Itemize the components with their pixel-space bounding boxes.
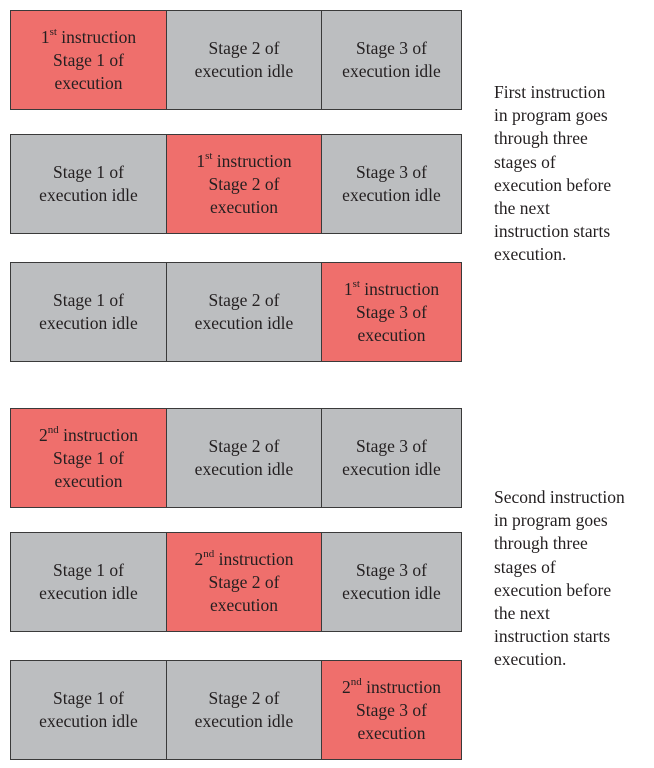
execution-label: execution bbox=[209, 594, 279, 615]
execution-label: execution bbox=[54, 470, 123, 491]
pipeline-row-1 bbox=[10, 10, 462, 110]
stage-label: Stage 2 of bbox=[208, 173, 280, 194]
stage-label: Stage 1 of bbox=[53, 162, 124, 182]
group-1-caption bbox=[494, 81, 654, 267]
stage-label: Stage 3 of bbox=[356, 38, 427, 58]
stage-label: Stage 1 of bbox=[53, 688, 124, 708]
idle-label: execution idle bbox=[194, 711, 294, 731]
caption-line: Second instruction bbox=[494, 487, 625, 507]
stage-label: Stage 3 of bbox=[356, 301, 427, 322]
idle-label: execution idle bbox=[39, 185, 138, 205]
stage-cell-active bbox=[11, 11, 166, 109]
stage-cell-idle bbox=[11, 533, 166, 631]
idle-label: execution idle bbox=[39, 711, 138, 731]
caption-line: execution before bbox=[494, 579, 612, 600]
stage-label: Stage 3 of bbox=[356, 162, 427, 182]
caption-line: through three bbox=[494, 128, 588, 149]
caption-line: the next bbox=[494, 603, 550, 624]
stage-label: Stage 2 of bbox=[208, 38, 280, 58]
pipeline-row-4 bbox=[10, 408, 462, 508]
stage-cell-idle bbox=[321, 135, 461, 233]
stage-label: Stage 1 of bbox=[53, 290, 124, 310]
stage-cell-active bbox=[11, 409, 166, 507]
stage-label: Stage 2 of bbox=[208, 688, 280, 708]
pipeline-row-3 bbox=[10, 262, 462, 362]
stage-cell-idle bbox=[166, 11, 321, 109]
stage-label: Stage 3 of bbox=[356, 436, 427, 456]
stage-cell-idle bbox=[11, 263, 166, 361]
pipeline-row-5 bbox=[10, 532, 462, 632]
caption-line: through three bbox=[494, 533, 588, 554]
execution-label: execution bbox=[357, 722, 426, 743]
stage-cell-idle bbox=[166, 409, 321, 507]
stage-cell-idle bbox=[321, 11, 461, 109]
idle-label: execution idle bbox=[39, 583, 138, 603]
pipeline-row-6 bbox=[10, 660, 462, 760]
stage-cell-active bbox=[166, 135, 321, 233]
caption-line: instruction starts bbox=[494, 626, 611, 647]
caption-line: First instruction bbox=[494, 82, 606, 102]
instruction-label: 2nd instruction bbox=[194, 547, 294, 569]
stage-cell-idle bbox=[11, 661, 166, 759]
caption-line: stages of bbox=[494, 151, 556, 172]
idle-label: execution idle bbox=[342, 459, 441, 479]
caption-line: execution before bbox=[494, 174, 612, 195]
idle-label: execution idle bbox=[342, 185, 441, 205]
stage-cell-active bbox=[166, 533, 321, 631]
stage-cell-idle bbox=[166, 661, 321, 759]
caption-line: the next bbox=[494, 198, 550, 219]
stage-cell-active bbox=[321, 263, 461, 361]
caption-line: execution. bbox=[494, 244, 567, 265]
idle-label: execution idle bbox=[39, 313, 138, 333]
execution-label: execution bbox=[54, 72, 123, 93]
stage-cell-idle bbox=[321, 409, 461, 507]
instruction-label: 2nd instruction bbox=[39, 423, 138, 445]
stage-label: Stage 1 of bbox=[53, 49, 124, 70]
idle-label: execution idle bbox=[194, 313, 294, 333]
stage-label: Stage 2 of bbox=[208, 436, 280, 456]
caption-line: execution. bbox=[494, 649, 567, 670]
stage-label: Stage 1 of bbox=[53, 560, 124, 580]
stage-label: Stage 2 of bbox=[208, 571, 280, 592]
idle-label: execution idle bbox=[342, 583, 441, 603]
stage-label: Stage 3 of bbox=[356, 560, 427, 580]
stage-cell-active bbox=[321, 661, 461, 759]
caption-line: instruction starts bbox=[494, 221, 611, 242]
caption-line: in program goes bbox=[494, 510, 608, 531]
execution-label: execution bbox=[357, 324, 426, 345]
stage-cell-idle bbox=[11, 135, 166, 233]
idle-label: execution idle bbox=[194, 459, 294, 479]
stage-label: Stage 2 of bbox=[208, 290, 280, 310]
pipeline-row-2 bbox=[10, 134, 462, 234]
instruction-label: 1st instruction bbox=[196, 149, 292, 171]
execution-label: execution bbox=[209, 196, 279, 217]
caption-line: in program goes bbox=[494, 105, 608, 126]
stage-label: Stage 3 of bbox=[356, 699, 427, 720]
idle-label: execution idle bbox=[194, 61, 294, 81]
stage-cell-idle bbox=[166, 263, 321, 361]
instruction-label: 1st instruction bbox=[343, 277, 440, 299]
instruction-label: 2nd instruction bbox=[342, 675, 441, 697]
caption-line: stages of bbox=[494, 556, 556, 577]
group-2-caption bbox=[494, 486, 654, 672]
instruction-label: 1st instruction bbox=[40, 25, 137, 47]
idle-label: execution idle bbox=[342, 61, 441, 81]
stage-label: Stage 1 of bbox=[53, 447, 124, 468]
stage-cell-idle bbox=[321, 533, 461, 631]
